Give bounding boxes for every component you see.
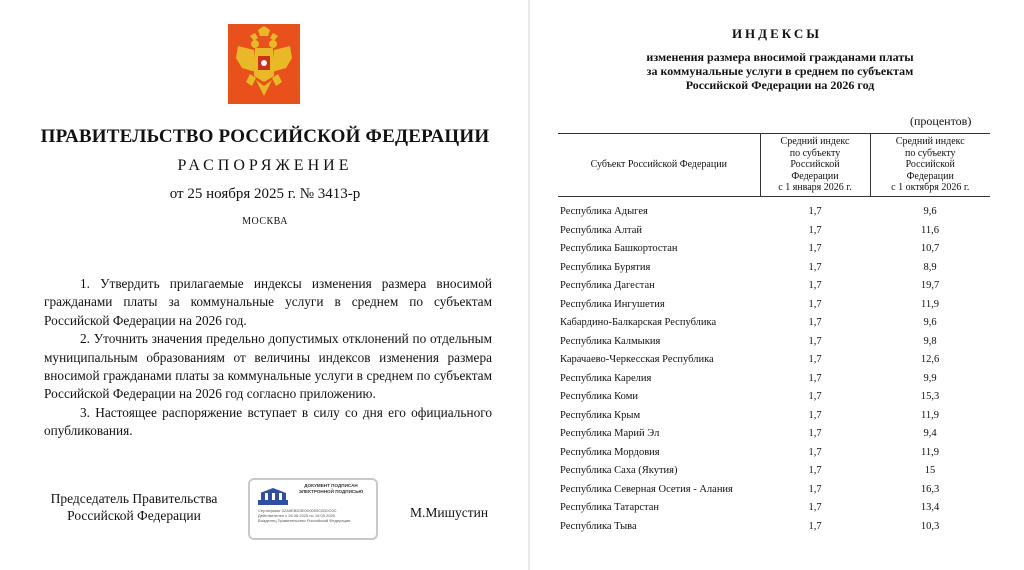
appendix-title: ИНДЕКСЫ xyxy=(731,26,823,41)
region-cell: Республика Коми xyxy=(560,391,638,403)
table-row xyxy=(558,332,990,351)
region-cell: Республика Дагестан xyxy=(560,280,655,292)
oct-index-cell: 8,9 xyxy=(923,261,937,273)
header-region: Субъект Российской Федерации xyxy=(590,159,727,170)
oct-index-cell: 10,3 xyxy=(920,520,940,532)
oct-index-cell: 11,9 xyxy=(921,409,939,421)
jan-index-cell: 1,7 xyxy=(808,298,822,310)
oct-index-cell: 11,9 xyxy=(921,298,939,310)
table-row xyxy=(558,499,990,518)
region-cell: Республика Карелия xyxy=(560,372,652,384)
table-row xyxy=(558,258,990,277)
paragraph-1: 1. Утвердить прилагаемые индексы изменения размера вносимой гражданами платы за коммунальные услуги в среднем по субъектам Российской Федерации на 2026 год. xyxy=(44,276,492,328)
oct-index-cell: 13,4 xyxy=(920,502,940,514)
table-row xyxy=(558,517,990,536)
jan-index-cell: 1,7 xyxy=(808,317,822,329)
stamp-details xyxy=(258,508,370,523)
header-jan-index: Средний индекс по субъекту Российской Федерации с 1 января 2026 г. xyxy=(760,134,870,197)
jan-index-cell: 1,7 xyxy=(808,520,822,532)
table-row xyxy=(558,388,990,407)
oct-index-cell: 9,6 xyxy=(923,206,937,218)
oct-index-cell: 16,3 xyxy=(920,483,940,495)
table-row xyxy=(558,462,990,481)
table-row xyxy=(558,221,990,240)
stamp-heading: ДОКУМЕНТ ПОДПИСАН ЭЛЕКТРОННОЙ ПОДПИСЬЮ xyxy=(298,483,364,494)
stamp-validity: Действителен с 26.06.2025 по 19.09.2026 xyxy=(258,513,335,518)
government-title: ПРАВИТЕЛЬСТВО РОССИЙСКОЙ ФЕДЕРАЦИИ xyxy=(40,126,490,147)
oct-index-cell: 9,6 xyxy=(923,317,937,329)
region-cell: Республика Северная Осетия - Алания xyxy=(560,483,733,495)
jan-index-cell: 1,7 xyxy=(808,224,822,236)
jan-index-cell: 1,7 xyxy=(808,243,822,255)
region-cell: Республика Крым xyxy=(560,409,641,421)
jan-index-cell: 1,7 xyxy=(808,372,822,384)
oct-index-cell: 15 xyxy=(924,465,936,477)
region-cell: Карачаево-Черкесская Республика xyxy=(560,354,714,366)
signer-position xyxy=(44,490,224,524)
stamp-owner: Владелец Правительство Российской Федерации xyxy=(258,518,351,523)
region-cell: Республика Саха (Якутия) xyxy=(560,465,678,477)
indices-table xyxy=(558,133,990,536)
header-oct-index: Средний индекс по субъекту Российской Федерации с 1 октября 2026 г. xyxy=(870,134,990,197)
paragraph-3: 3. Настоящее распоряжение вступает в силу со дня его официального опубликования. xyxy=(44,404,492,439)
jan-index-cell: 1,7 xyxy=(808,483,822,495)
jan-index-cell: 1,7 xyxy=(808,409,822,421)
jan-index-cell: 1,7 xyxy=(808,391,822,403)
signature-emblem-icon xyxy=(258,488,288,506)
unit-label: (процентов) xyxy=(910,114,972,128)
paragraph-2: 2. Уточнить значения предельно допустимых отклонений по отдельным муниципальным образованиям от величины индексов изменения размера вносимой гражданами платы за коммунальные услуги в среднем по субъектам Российской Федерации на 2026 год согласно приложению. xyxy=(44,331,492,402)
oct-index-cell: 19,7 xyxy=(920,280,940,292)
table-row xyxy=(558,443,990,462)
oct-index-cell: 12,6 xyxy=(920,354,940,366)
appendix-subtitle: изменения размера вносимой гражданами платы за коммунальные услуги в среднем по субъектам Российской Федерации на 2026 год xyxy=(646,50,914,92)
oct-index-cell: 11,6 xyxy=(921,224,939,236)
table-row xyxy=(558,480,990,499)
jan-index-cell: 1,7 xyxy=(808,428,822,440)
oct-index-cell: 15,3 xyxy=(920,391,940,403)
region-cell: Республика Марий Эл xyxy=(560,428,660,440)
table-row xyxy=(558,295,990,314)
table-row xyxy=(558,369,990,388)
table-row xyxy=(558,196,990,221)
region-cell: Республика Тыва xyxy=(560,520,637,532)
jan-index-cell: 1,7 xyxy=(808,261,822,273)
jan-index-cell: 1,7 xyxy=(808,280,822,292)
document-date-number: от 25 ноября 2025 г. № 3413-р xyxy=(169,186,361,202)
region-cell: Республика Татарстан xyxy=(560,502,660,514)
region-cell: Республика Калмыкия xyxy=(560,335,661,347)
region-cell: Республика Мордовия xyxy=(560,446,660,458)
jan-index-cell: 1,7 xyxy=(808,354,822,366)
region-cell: Республика Адыгея xyxy=(560,206,648,218)
oct-index-cell: 9,8 xyxy=(923,335,937,347)
table-row xyxy=(558,425,990,444)
region-cell: Республика Алтай xyxy=(560,224,643,236)
jan-index-cell: 1,7 xyxy=(808,502,822,514)
table-header-row xyxy=(558,134,990,197)
coat-of-arms-icon xyxy=(228,24,300,104)
table-row xyxy=(558,240,990,259)
region-cell: Республика Ингушетия xyxy=(560,298,665,310)
signer-name: М.Мишустин xyxy=(410,505,489,520)
jan-index-cell: 1,7 xyxy=(808,446,822,458)
region-cell: Республика Башкортостан xyxy=(560,243,678,255)
oct-index-cell: 10,7 xyxy=(920,243,940,255)
jan-index-cell: 1,7 xyxy=(808,335,822,347)
table-row xyxy=(558,406,990,425)
jan-index-cell: 1,7 xyxy=(808,206,822,218)
oct-index-cell: 9,9 xyxy=(923,372,937,384)
stamp-certificate: Сертификат 02A9EBD3E0D0000C0D0C0C xyxy=(258,508,337,513)
table-row xyxy=(558,277,990,296)
signer-position-line1: Председатель Правительства xyxy=(50,491,218,506)
region-cell: Республика Бурятия xyxy=(560,261,651,273)
region-cell: Кабардино-Балкарская Республика xyxy=(560,317,717,329)
document-type: РАСПОРЯЖЕНИЕ xyxy=(177,157,353,174)
jan-index-cell: 1,7 xyxy=(808,465,822,477)
order-body xyxy=(44,275,492,441)
signer-position-line2: Российской Федерации xyxy=(67,508,201,523)
oct-index-cell: 11,9 xyxy=(921,446,939,458)
document-city: МОСКВА xyxy=(242,216,288,227)
table-row xyxy=(558,351,990,370)
oct-index-cell: 9,4 xyxy=(923,428,937,440)
appendix-page xyxy=(530,0,1024,570)
table-row xyxy=(558,314,990,333)
electronic-signature-stamp xyxy=(248,478,378,540)
